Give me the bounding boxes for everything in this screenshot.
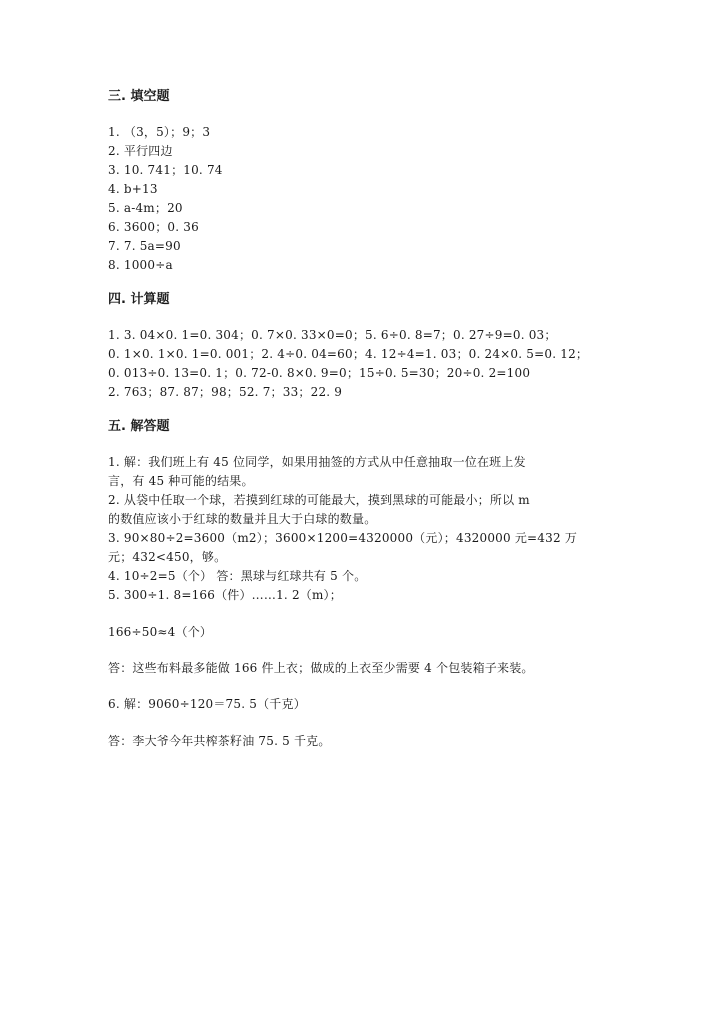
answer-line: 0. 1×0. 1×0. 1=0. 001；2. 4÷0. 04=60；4. 12÷4=1. 03；0. 24×0. 5=0. 12； — [108, 347, 589, 361]
answer-line: 7. 7. 5a=90 — [108, 239, 181, 253]
answer-line: 5. 300÷1. 8=166（件）……1. 2（m）； — [108, 588, 342, 602]
answer-line: 2. 763；87. 87；98；52. 7；33；22. 9 — [108, 385, 343, 399]
answer-line: 166÷50≈4（个） — [108, 625, 213, 639]
answer-line: 8. 1000÷a — [108, 258, 173, 272]
answer-line: 6. 解：9060÷120＝75. 5（千克） — [108, 697, 306, 711]
answer-line: 1. （3，5）；9；3 — [108, 125, 211, 139]
answer-line: 0. 013÷0. 13=0. 1；0. 72-0. 8×0. 9=0；15÷0. 5=30；20÷0. 2=100 — [108, 366, 531, 380]
answer-line: 6. 3600；0. 36 — [108, 220, 199, 234]
answer-line: 4. 10÷2=5（个） 答：黑球与红球共有 5 个。 — [108, 569, 367, 583]
answer-line: 言，有 45 种可能的结果。 — [108, 474, 254, 488]
answer-line: 答：李大爷今年共榨茶籽油 75. 5 千克。 — [108, 734, 331, 748]
answer-line: 4. b+13 — [108, 182, 158, 196]
answer-line: 答：这些布料最多能做 166 件上衣；做成的上衣至少需要 4 个包装箱子来装。 — [108, 661, 534, 675]
answer-line: 3. 10. 741；10. 74 — [108, 163, 223, 177]
answer-line: 5. a-4m；20 — [108, 201, 183, 215]
answer-line: 1. 解：我们班上有 45 位同学，如果用抽签的方式从中任意抽取一位在班上发 — [108, 455, 526, 469]
section-title-calculation: 四. 计算题 — [108, 292, 170, 307]
section-title-fill-blank: 三. 填空题 — [108, 89, 170, 104]
answer-line: 3. 90×80÷2=3600（m2）；3600×1200=4320000（元）；4320000 元=432 万 — [108, 531, 578, 545]
answer-line: 2. 从袋中任取一个球，若摸到红球的可能最大，摸到黑球的可能最小；所以 m — [108, 493, 530, 507]
answer-line: 1. 3. 04×0. 1=0. 304；0. 7×0. 33×0=0；5. 6÷0. 8=7；0. 27÷9=0. 03； — [108, 328, 557, 342]
answer-line: 2. 平行四边 — [108, 144, 173, 158]
section-title-answers: 五. 解答题 — [108, 419, 170, 434]
answer-line: 元；432<450，够。 — [108, 550, 227, 564]
answer-line: 的数值应该小于红球的数量并且大于白球的数量。 — [108, 512, 377, 526]
